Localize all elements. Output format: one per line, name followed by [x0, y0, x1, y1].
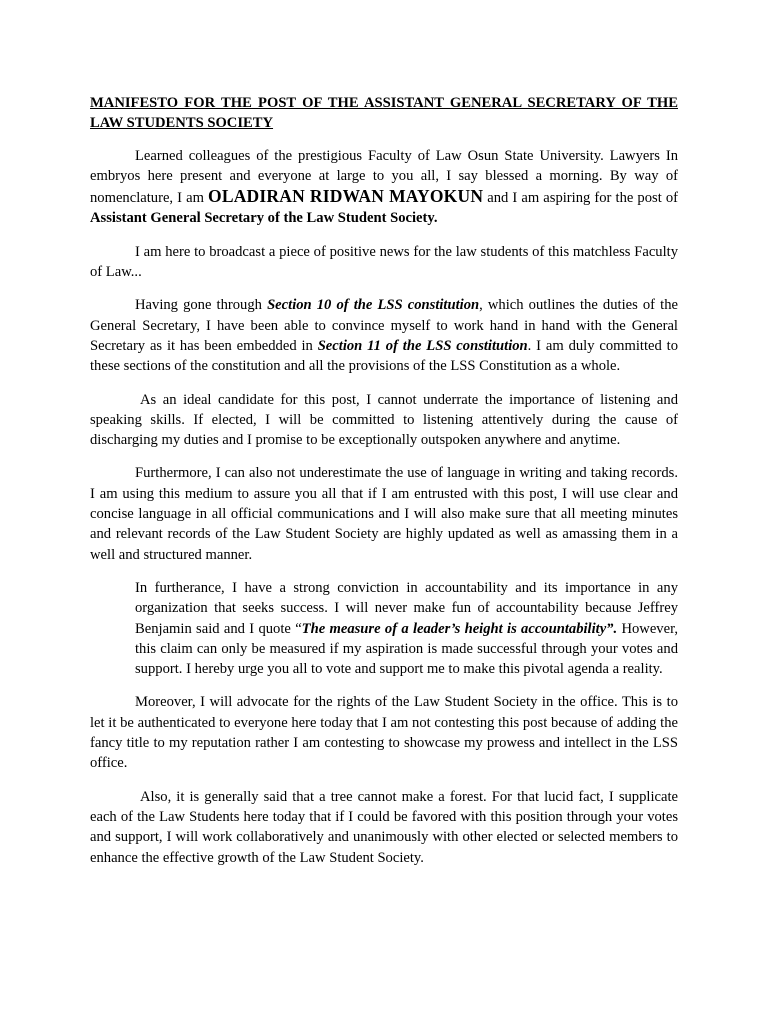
constitution-text: Having gone through — [135, 297, 268, 314]
candidate-name: OLADIRAN RIDWAN MAYOKUN — [208, 186, 484, 207]
accountability-quote: The measure of a leader’s height is accountability”. — [301, 620, 618, 637]
paragraph-introduction — [90, 146, 678, 229]
constitution-text-continued: , which outlines the duties of the General Secretary, I have been able to convince myself to work hand in hand with the General Secretary as it has been embedded in — [90, 297, 678, 354]
intro-text-continued: and I am aspiring for the post of — [483, 190, 679, 207]
intro-text: Learned colleagues of the prestigious Faculty of Law Osun State University. Lawyers In embryos here present and everyone at large to you all, I say blessed a morning. By way of nomenclature, I am — [90, 147, 678, 207]
paragraph-broadcast: I am here to broadcast a piece of positive news for the law students of this matchless Faculty of Law... — [90, 243, 678, 281]
accountability-text: In furtherance, I have a strong conviction in accountability and its importance in any organization that seeks success. I will never make fun of accountability because Jeffrey Benjamin said and I quote “ — [135, 579, 678, 637]
paragraph-advocacy: Moreover, I will advocate for the rights of the Law Student Society in the office. This is to let it be authenticated to everyone here today that I am not contesting this post because of adding the fancy title to my reputation rather I am contesting to showcase my prowess and intellect in the LSS office. — [90, 694, 678, 772]
paragraph-listening-skills: As an ideal candidate for this post, I cannot underrate the importance of listening and speaking skills. If elected, I will be committed to listening attentively during the cause of discharging my duties and I promise to be exceptionally outspoken anywhere and anytime. — [90, 391, 678, 449]
document-title: MANIFESTO FOR THE POST OF THE ASSISTANT GENERAL SECRETARY OF THE LAW STUDENTS SOCIETY — [90, 95, 678, 132]
constitution-text-end: . I am duly committed to these sections of the constitution and all the provisions of the LSS Constitution as a whole. — [90, 337, 678, 375]
section-11-reference: Section 11 of the LSS constitution — [317, 337, 528, 354]
paragraph-language-records: Furthermore, I can also not underestimate the use of language in writing and taking records. I am using this medium to assure you all that if I am entrusted with this post, I will use clear and concise language in all official communications and I will also make sure that all meeting minutes and relevant records of the Law Student Society are highly updated as well as amassing them in a well and structured manner. — [90, 465, 678, 563]
document-body — [90, 93, 678, 881]
paragraph-collaboration: Also, it is generally said that a tree cannot make a forest. For that lucid fact, I supplicate each of the Law Students here today that if I could be favored with this position through your votes and support, I will work collaboratively and unanimously with other elected or selected members to enhance the effective growth of the Law Student Society. — [90, 788, 678, 866]
post-title: Assistant General Secretary of the Law Student Society. — [90, 210, 438, 227]
section-10-reference: Section 10 of the LSS constitution — [267, 297, 480, 314]
paragraph-accountability — [135, 578, 678, 679]
accountability-text-continued: However, this claim can only be measured if my aspiration is made successful through your votes and support. I hereby urge you all to vote and support me to make this pivotal agenda a reality. — [135, 620, 679, 678]
paragraph-constitution — [90, 295, 678, 376]
